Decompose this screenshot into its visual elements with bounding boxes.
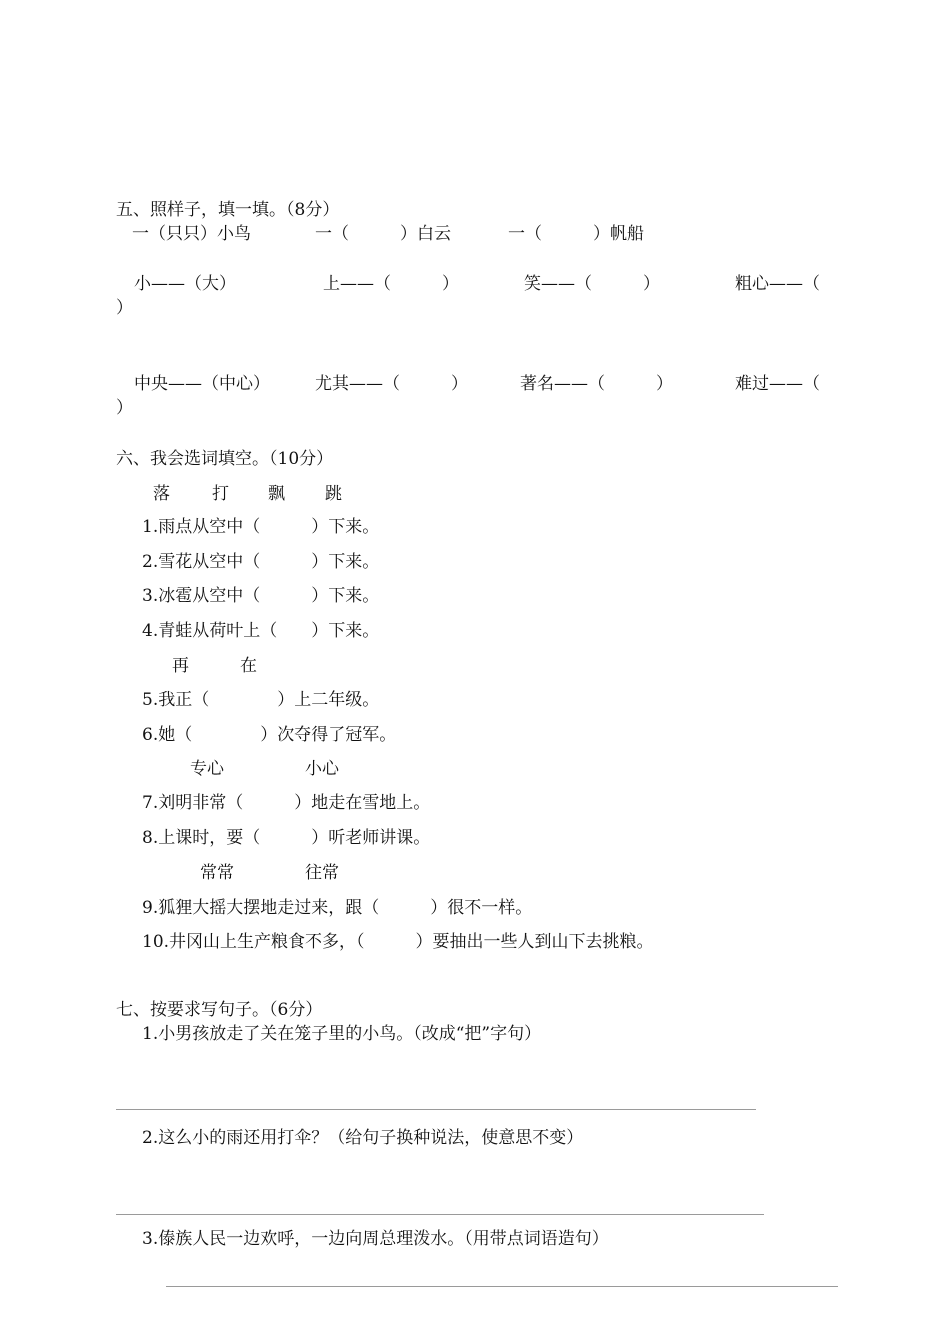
section-6-title: 六、我会选词填空。（10分） <box>116 449 334 469</box>
question-item: 6.她（ ）次夺得了冠军。 <box>142 725 397 745</box>
choice-word: 跳 <box>325 484 342 504</box>
question-item: 4.青蛙从荷叶上（ ）下来。 <box>142 621 380 641</box>
section-5-title: 五、照样子，填一填。（8分） <box>116 200 340 220</box>
antonym-blank: 粗心——（ <box>735 274 820 294</box>
fill-example-1: 一（只只）小鸟 <box>132 224 251 244</box>
synonym-example: 中央——（中心） <box>134 374 270 394</box>
fill-blank: 一（ ）帆船 <box>508 224 644 244</box>
question-item: 3.冰雹从空中（ ）下来。 <box>142 586 380 606</box>
choice-word: 落 <box>153 484 170 504</box>
choice-word: 往常 <box>305 863 339 883</box>
synonym-blank: 难过——（ <box>735 374 820 394</box>
question-item: 1.雨点从空中（ ）下来。 <box>142 517 380 537</box>
question-item: 2.雪花从空中（ ）下来。 <box>142 552 380 572</box>
antonym-blank: 上——（ ） <box>323 274 459 294</box>
question-item: 7.刘明非常（ ）地走在雪地上。 <box>142 793 431 813</box>
question-item: 3.傣族人民一边欢呼，一边向周总理泼水。（用带点词语造句） <box>142 1229 609 1249</box>
question-item: 1.小男孩放走了关在笼子里的小鸟。（改成“把”字句） <box>142 1024 542 1044</box>
choice-word: 专心 <box>190 759 224 779</box>
question-item: 10.井冈山上生产粮食不多，（ ）要抽出一些人到山下去挑粮。 <box>142 932 654 952</box>
question-item: 9.狐狸大摇大摆地走过来，跟（ ）很不一样。 <box>142 898 533 918</box>
question-item: 5.我正（ ）上二年级。 <box>142 690 380 710</box>
synonym-blank: 尤其——（ ） <box>315 374 468 394</box>
section-7-title: 七、按要求写句子。（6分） <box>116 1000 323 1020</box>
choice-word: 飘 <box>268 484 285 504</box>
choice-word: 再 <box>172 656 189 676</box>
answer-line <box>166 1286 838 1287</box>
choice-word: 打 <box>212 484 229 504</box>
synonym-blank: 著名——（ ） <box>520 374 673 394</box>
choice-word: 常常 <box>200 863 234 883</box>
antonym-example: 小——（大） <box>134 274 236 294</box>
fill-blank: 一（ ）白云 <box>315 224 451 244</box>
choice-word: 在 <box>240 656 257 676</box>
question-item: 8.上课时，要（ ）听老师讲课。 <box>142 828 431 848</box>
question-item: 2.这么小的雨还用打伞？（给句子换种说法，使意思不变） <box>142 1128 584 1148</box>
answer-line <box>116 1214 764 1215</box>
antonym-blank: 笑——（ ） <box>524 274 660 294</box>
choice-word: 小心 <box>305 759 339 779</box>
antonym-blank-end: ） <box>116 298 133 318</box>
answer-line <box>116 1109 756 1110</box>
synonym-blank-end: ） <box>116 398 133 418</box>
